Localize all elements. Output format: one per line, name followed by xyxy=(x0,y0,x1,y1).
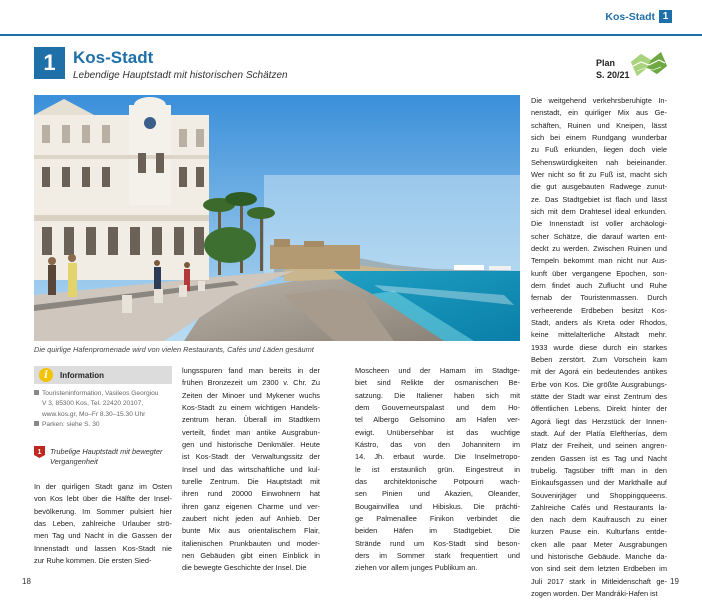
text-line: zogen worden. Der Mandráki-Hafen ist xyxy=(531,589,658,599)
text-line: ze. Das Stadtgebiet ist flach und lässt xyxy=(531,194,667,204)
running-head-title: Kos-Stadt xyxy=(605,10,655,23)
text-line: zentrum heran. Überall im Stadtkern xyxy=(182,415,320,425)
running-head xyxy=(605,10,672,23)
info-line: Parken: siehe S. 30 xyxy=(34,420,174,430)
text-line: verheerende Erdbeben besitzt Kos- xyxy=(531,305,667,315)
text-line: Die Innenstadt ist voller archäologi- xyxy=(531,219,667,229)
highlight-line: Trubelige Hauptstadt mit bewegter xyxy=(50,447,163,456)
chapter-title: Kos-Stadt xyxy=(73,48,154,67)
text-line: nen Gebäuden gibt einen Einblick in xyxy=(182,550,320,560)
text-line: ders im Sommer stark frequentiert und xyxy=(355,550,520,560)
text-line: bevölkerung. Im Sommer pulsiert hier xyxy=(34,506,172,516)
text-line: Agorá liegt das Herzstück der Innen- xyxy=(531,416,667,426)
page-number-left: 18 xyxy=(22,577,31,586)
photo-caption: Die quirlige Hafenpromenade wird von vielen Restaurants, Cafés und Läden gesäumt xyxy=(34,345,314,354)
plan-pages: S. 20/21 xyxy=(596,70,630,80)
text-line: frühen Bronzezeit um 2300 v. Chr. Zu xyxy=(182,378,320,388)
text-line: Innenstadt und lassen Kos-Stadt nie xyxy=(34,543,172,553)
text-line: kurzen Pause ein. Kulturfans entde- xyxy=(531,527,667,537)
text-line: Moscheen und der Hamam im Stadtge- xyxy=(355,366,520,375)
text-line: zur Ruhe kommen. Die ersten Sied- xyxy=(34,555,152,565)
text-line: von Kos lebt über die Hälfte der Insel- xyxy=(34,494,172,504)
folded-map-icon xyxy=(629,48,669,80)
text-line: Tempeln bekommt man nicht nur Aus- xyxy=(531,256,667,266)
text-line: Zahlreiche Cafés und Restaurants la- xyxy=(531,502,667,512)
text-line: scher Schätze, die darauf warten ent- xyxy=(531,231,667,241)
text-line: das architektonische Potpourri wach- xyxy=(355,476,520,486)
text-line: sich mit dem Drahtesel ideal erkunden. xyxy=(531,206,667,216)
text-line: Beben zerstört. Zum Vorschein kam xyxy=(531,354,667,364)
info-box-content xyxy=(34,389,174,430)
text-line: le ist erstaunlich grün. Eingestreut in xyxy=(355,464,520,474)
text-line: Insel und das wirtschaftliche und kul- xyxy=(182,464,320,474)
info-box-header xyxy=(34,366,172,384)
text-line: Zeiten der Minoer und Mykener wuchs xyxy=(182,390,320,400)
text-line: fernab der Touristenmassen. Durch xyxy=(531,293,667,303)
text-column-2 xyxy=(182,365,320,575)
text-line: Souvenirjäger und Shoppingqueens. xyxy=(531,490,667,500)
text-line: tel Albergo Gelsomino am Hafen ver- xyxy=(355,415,520,425)
text-line: die bewegte Geschichte der Insel. Die xyxy=(182,563,307,573)
plan-label: Plan xyxy=(596,58,616,68)
text-line: In der quirligen Stadt ganz im Osten xyxy=(34,482,172,491)
text-line: Juli 2017 stark in Mitleidenschaft ge- xyxy=(531,576,667,586)
text-line: ge Palmenallee Finikon verbindet die xyxy=(355,513,520,523)
text-line: Sehenswürdigkeiten nah beieinander. xyxy=(531,157,667,167)
text-line: ihren rund 20000 Einwohnern hat xyxy=(182,489,320,499)
bullet-square-icon xyxy=(34,390,39,395)
top-rule xyxy=(0,34,702,36)
text-line: ziehen vor allem junges Publikum an. xyxy=(355,563,478,573)
text-line: keine mittelalterliche Altstadt mehr. xyxy=(531,330,667,340)
text-line: Bougainvillea und Hibiskus. Die prächti- xyxy=(355,501,520,511)
text-column-1 xyxy=(34,481,172,567)
text-line: Platz der Freiheit, und seinen angren- xyxy=(531,441,667,451)
map-marker-icon xyxy=(34,446,45,458)
text-line: 14. Jh. erbaut wurde. Die Inselmetropo- xyxy=(355,452,520,462)
text-line: Die weitgehend verkehrsberuhigte In- xyxy=(531,96,667,105)
text-line: 1933 wurde diese durch ein starkes xyxy=(531,342,667,352)
text-column-4 xyxy=(531,95,667,600)
text-line: Erbe von Kos. Die größte Ausgrabungs- xyxy=(531,379,667,389)
text-line: deckt zu werden. Zwischen Ruinen und xyxy=(531,243,667,253)
text-line: ist Kos-Stadt der Verwaltungssitz der xyxy=(182,452,320,462)
text-line: men Tag und Nacht in die Gassen der xyxy=(34,531,172,541)
text-line: dern findet auch Zuflucht und Ruhe xyxy=(531,280,667,290)
text-line: cken alle paar Meter Ausgrabungen xyxy=(531,539,667,549)
text-line: gen und historische Denkmäler. Heute xyxy=(182,439,320,449)
text-line: biet sind Relikte der osmanischen Be- xyxy=(355,378,520,388)
text-line: mit der Agorá ein bedeutendes antikes xyxy=(531,367,667,377)
text-line: zu Fuß erkunden, liegen doch viele xyxy=(531,145,667,155)
text-line: satzung. Die Italiener haben sich mit xyxy=(355,390,520,400)
text-line: ewigt. Unübersehbar ist das wuchtige xyxy=(355,427,520,437)
text-line: nenstadt, ein quirliger Mix aus Ge- xyxy=(531,108,667,118)
page-number-right: 19 xyxy=(670,577,679,586)
text-line: den nach dem Kaufrausch zu einer xyxy=(531,515,667,525)
text-line: Kos-Stadt zu einem wichtigen Handels- xyxy=(182,402,320,412)
text-line: zaubert nicht jeden auf Anhieb. Der xyxy=(182,513,320,523)
highlight-line: Vergangenheit xyxy=(50,457,98,467)
chapter-number: 1 xyxy=(34,47,65,79)
text-line: öffentlichen Lebens. Direkt hinter der xyxy=(531,404,667,414)
info-line: www.kos.gr, Mo–Fr 8.30–15.30 Uhr xyxy=(42,410,146,418)
info-box-title: Information xyxy=(60,370,104,380)
running-head-number: 1 xyxy=(659,10,672,23)
text-line: Kástro, das von den Johannitern im xyxy=(355,439,520,449)
chapter-subtitle: Lebendige Hauptstadt mit historischen Schätzen xyxy=(73,70,288,81)
text-line: turelle Zentrum. Die Hauptstadt mit xyxy=(182,476,320,486)
text-line: Stadt, anders als Kreta oder Rhodos, xyxy=(531,317,667,327)
text-line: bunte Mix aus orientalischem Flair, xyxy=(182,526,320,536)
highlight-text xyxy=(50,447,174,468)
text-line: sen Pinien und Akazien, Oleander, xyxy=(355,489,520,499)
text-line: trubelig. Tagsüber trifft man in den xyxy=(531,465,667,475)
info-line: Touristeninformation, Vasileos Georgiou xyxy=(34,389,174,399)
plan-reference xyxy=(596,57,630,81)
text-line: verteilt, findet man antike Ausgrabun- xyxy=(182,427,320,437)
text-line: kunft über vergangene Epochen, son- xyxy=(531,268,667,278)
text-line: italienischen Prunkbauten und moder- xyxy=(182,538,320,548)
text-line: Einkaufsgassen und der Markthalle auf xyxy=(531,478,667,488)
text-line: stätte der Stadt war einst Zentrum des xyxy=(531,391,667,401)
text-line: Strände rund um Kos-Stadt sind beson- xyxy=(355,538,520,548)
text-line: dem Gouverneurspalast und dem Ho- xyxy=(355,402,520,412)
text-line: ihren ganz eigenen Charme und ver- xyxy=(182,501,320,511)
text-line: die gut ausgebauten Radwege zunut- xyxy=(531,182,667,192)
text-line: sich bei einem Rundgang wunderbar xyxy=(531,132,667,142)
text-line: von sind seit dem letzten Erdbeben im xyxy=(531,564,667,574)
marker-number: 1 xyxy=(37,449,42,456)
text-line: das Leben, zahlreiche Urlauber strö- xyxy=(34,518,172,528)
bullet-square-icon xyxy=(34,421,39,426)
text-line: zenden Gassen ist es Tag und Nacht xyxy=(531,453,667,463)
text-line: schäften, Ruinen und Kneipen, lässt xyxy=(531,120,667,130)
text-line: Wer nicht so fit zu Fuß ist, macht sich xyxy=(531,169,667,179)
harbor-promenade-photo xyxy=(34,95,520,341)
text-line: lungsspuren fand man bereits in der xyxy=(182,366,320,375)
info-line: V 3, 85300 Kos, Tel. 22420 20107, xyxy=(42,400,144,408)
text-line: stadt. Auf der Platía Eleftherías, dem xyxy=(531,428,667,438)
text-column-3 xyxy=(355,365,520,575)
text-line: beiden Häfen im Stadtgebiet. Die xyxy=(355,526,520,536)
info-icon: i xyxy=(39,368,53,382)
text-line: und historische Gebäude. Manche da- xyxy=(531,552,667,562)
